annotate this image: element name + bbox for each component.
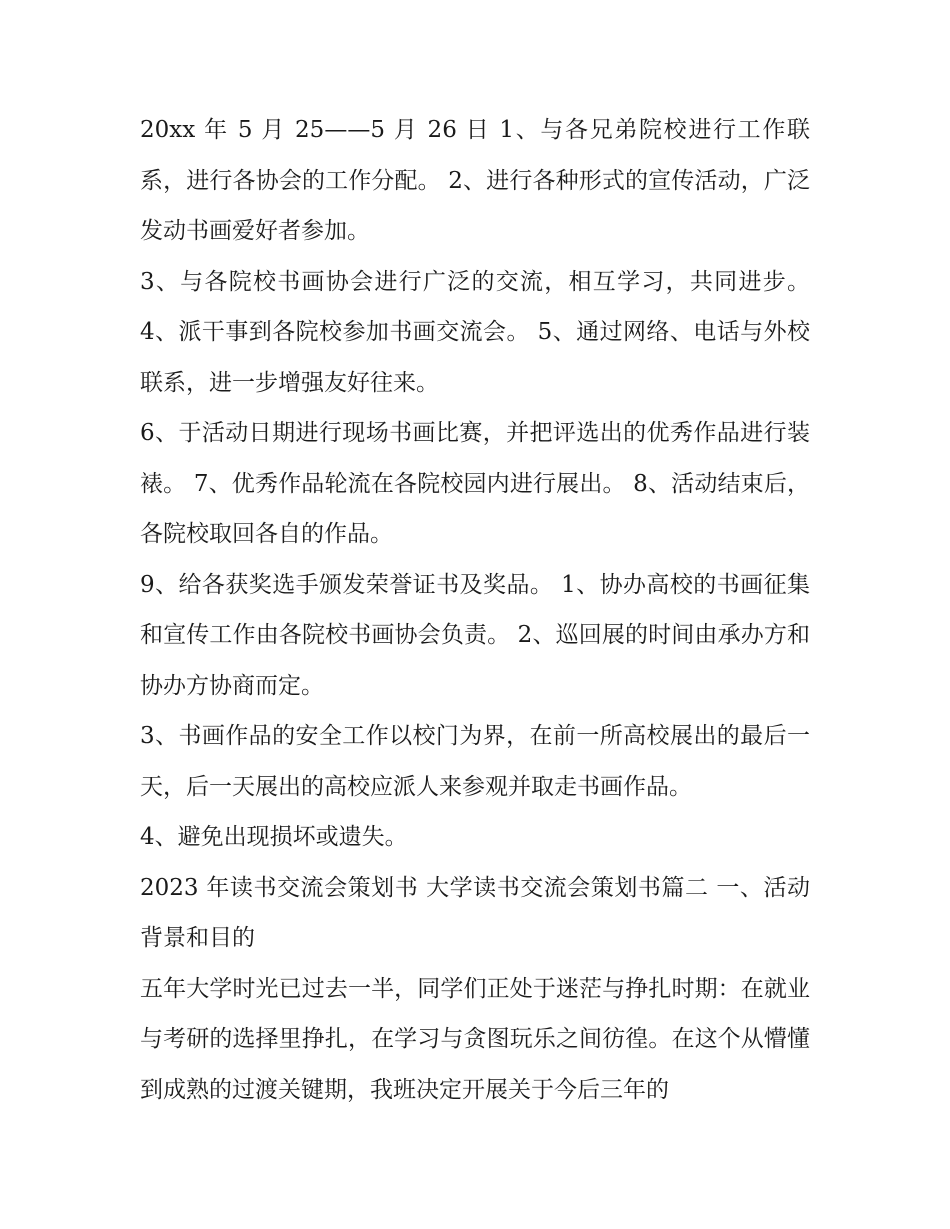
paragraph-safety: 3、书画作品的安全工作以校门为界，在前一所高校展出的最后一天，后一天展出的高校应派人来参观并取走书画作品。	[140, 723, 810, 800]
paragraph-exchange: 3、与各院校书画协会进行广泛的交流，相互学习，共同进步。 4、派干事到各院校参加书画交流会。 5、通过网络、电话与外校联系，进一步增强友好往来。	[140, 268, 810, 396]
paragraph-awards: 9、给各获奖选手颁发荣誉证书及奖品。 1、协办高校的书画征集和宣传工作由各院校书画协会负责。 2、巡回展的时间由承办方和协办方协商而定。	[140, 571, 810, 699]
paragraph-competition: 6、于活动日期进行现场书画比赛，并把评选出的优秀作品进行装裱。 7、优秀作品轮流在各院校园内进行展出。 8、活动结束后，各院校取回各自的作品。	[140, 420, 810, 547]
section-heading: 2023 年读书交流会策划书 大学读书交流会策划书篇二 一、活动背景和目的	[140, 874, 810, 951]
document-body	[140, 105, 810, 1115]
paragraph-background: 五年大学时光已过去一半，同学们正处于迷茫与挣扎时期：在就业与考研的选择里挣扎，在学习与贪图玩乐之间彷徨。在这个从懵懂到成熟的过渡关键期，我班决定开展关于今后三年的	[140, 975, 810, 1103]
paragraph-schedule-tasks: 20xx 年 5 月 25——5 月 26 日 1、与各兄弟院校进行工作联系，进行各协会的工作分配。 2、进行各种形式的宣传活动，广泛发动书画爱好者参加。	[140, 117, 810, 244]
paragraph-avoid-loss: 4、避免出现损坏或遗失。	[140, 824, 408, 850]
